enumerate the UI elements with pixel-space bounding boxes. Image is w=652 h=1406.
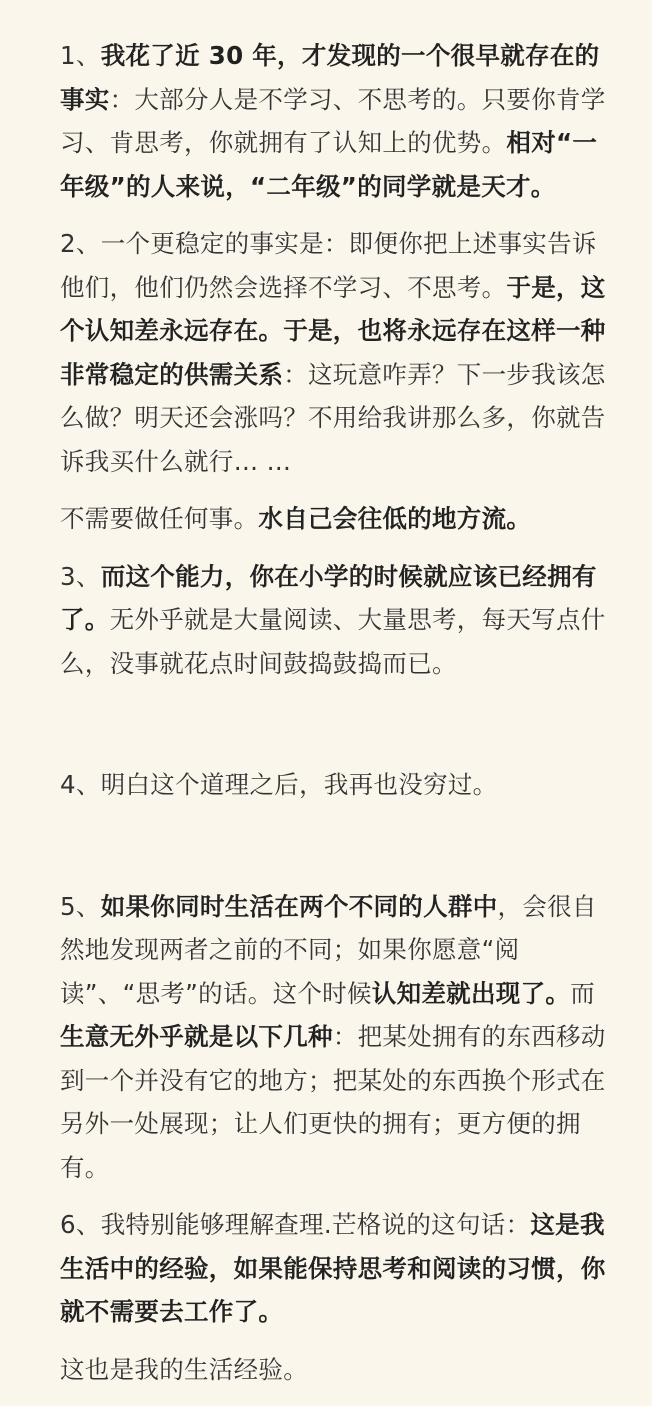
paragraph-gap (60, 1189, 608, 1203)
text-segment: 1、 (60, 41, 101, 70)
paragraph-7 (60, 1348, 608, 1392)
paragraph-1 (60, 34, 608, 208)
text-segment: 这也是我的生活经验。 (60, 1354, 308, 1384)
paragraph-5 (60, 885, 608, 1190)
bold-segment: 如果你同时生活在两个不同的人群中 (100, 891, 498, 921)
paragraph-gap (60, 807, 608, 885)
bold-segment: 而这个能力，你在小学的时候就应该已经拥有了。 (60, 561, 597, 634)
text-segment: 不需要做任何事。 (60, 504, 259, 533)
bold-segment: 认知差就出现了。 (371, 978, 571, 1008)
paragraph-3 (60, 555, 608, 686)
text-segment: 5、 (60, 891, 101, 921)
paragraph-gap (60, 483, 608, 497)
text-segment: 4、明白这个道理之后，我再也没穷过。 (60, 770, 498, 799)
paragraph-6 (60, 1203, 608, 1334)
paragraph-2 (60, 222, 608, 483)
bold-segment: 水自己会往低的地方流。 (258, 504, 532, 533)
text-segment: 而 (570, 978, 595, 1008)
text-segment: ：大部分人是不学习、不思考的。只要你肯学习、肯思考，你就拥有了认知上的优势。 (60, 84, 606, 157)
bold-segment: 相对“一年级”的人来说，“二年级”的同学就是天才。 (60, 128, 598, 201)
bold-segment: 我花了近 30 年，才发现的一个很早就存在的事实 (60, 41, 600, 114)
paragraph-gap (60, 541, 608, 555)
paragraph-2b (60, 497, 608, 541)
text-segment: ：这玩意咋弄？下一步我该怎么做？明天还会涨吗？不用给我讲那么多，你就告诉我买什么就行… … (60, 359, 606, 476)
paragraph-gap (60, 685, 608, 763)
paragraph-gap (60, 208, 608, 222)
bold-segment: 这是我生活中的经验，如果能保持思考和阅读的习惯，你就不需要去工作了。 (60, 1210, 606, 1326)
text-segment: 2、一个更稳定的事实是：即便你把上述事实告诉他们，他们仍然会选择不学习、不思考。 (60, 229, 597, 302)
text-segment: ，会很自然地发现两者之前的不同；如果你愿意“阅读”、“思考”的话。这个时候 (60, 891, 597, 1008)
text-segment: 无外乎就是大量阅读、大量思考，每天写点什么，没事就花点时间鼓捣鼓捣而已。 (60, 605, 606, 678)
bold-segment: 于是，这个认知差永远存在。于是，也将永远存在这样一种非常稳定的供需关系 (60, 272, 606, 389)
paragraph-gap (60, 1334, 608, 1348)
bold-segment: 生意无外乎就是以下几种 (60, 1022, 333, 1051)
text-segment: 3、 (60, 561, 101, 591)
paragraph-4 (60, 763, 608, 807)
text-segment: ：把某处拥有的东西移动到一个并没有它的地方；把某处的东西换个形式在另外一处展现；让人们更快的拥有；更方便的拥有。 (60, 1022, 606, 1182)
text-segment: 6、我特别能够理解查理.芒格说的这句话： (60, 1210, 531, 1239)
